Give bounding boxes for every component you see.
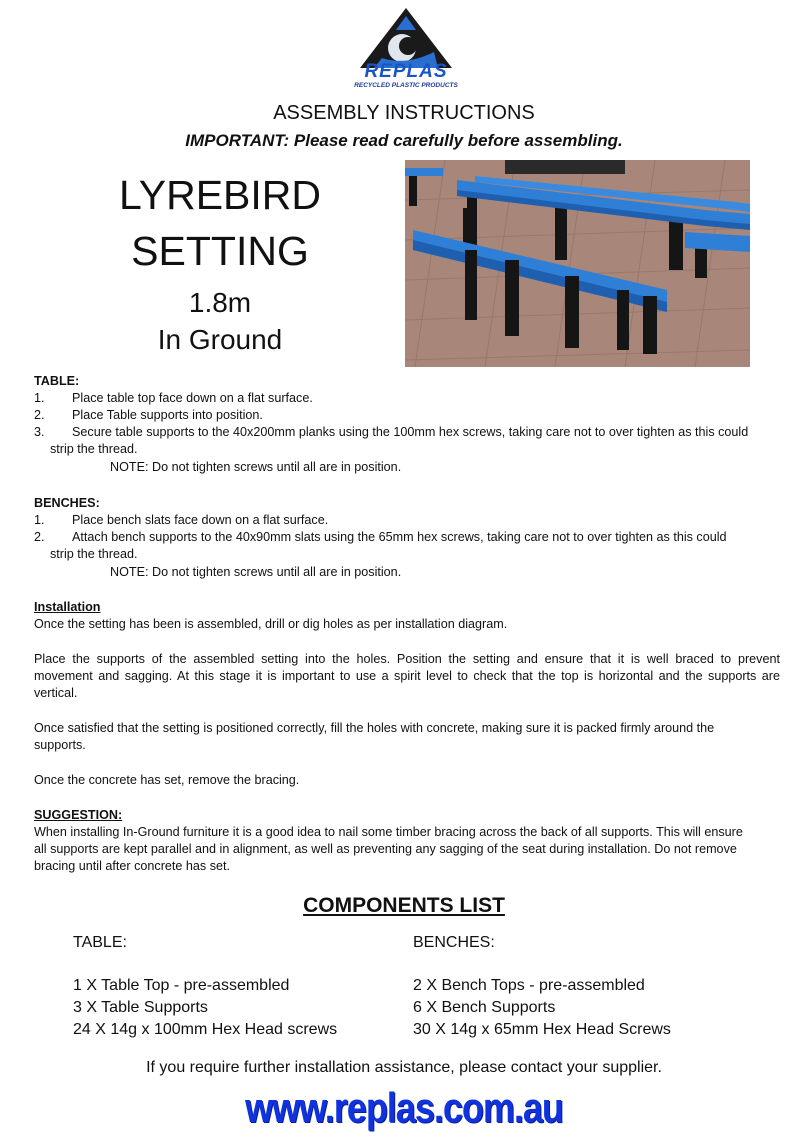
installation-paragraph: Once satisfied that the setting is positioned correctly, fill the holes with concrete, making sure it is packed firmly around the — [34, 721, 715, 735]
component-item: 30 X 14g x 65mm Hex Head Screws — [413, 1021, 671, 1038]
installation-paragraph: Once the concrete has set, remove the bracing. — [34, 773, 300, 787]
logo-tagline: RECYCLED PLASTIC PRODUCTS — [354, 82, 458, 89]
important-notice: IMPORTANT: Please read carefully before assembling. — [185, 131, 623, 150]
components-benches-heading: BENCHES: — [413, 934, 495, 951]
components-list-title: COMPONENTS LIST — [303, 894, 505, 917]
table-step-text-continued: strip the thread. — [50, 442, 138, 456]
component-item: 24 X 14g x 100mm Hex Head screws — [73, 1021, 338, 1038]
table-step-number: 2. — [34, 408, 45, 422]
bench-step-number: 1. — [34, 513, 45, 527]
document-title: ASSEMBLY INSTRUCTIONS — [273, 102, 535, 124]
bench-step-text-continued: strip the thread. — [50, 547, 138, 561]
installation-paragraph: Once the setting has been is assembled, drill or dig holes as per installation diagram. — [34, 617, 508, 631]
product-name-line2: SETTING — [131, 228, 309, 274]
suggestion-text: all supports are kept parallel and in alignment, as well as preventing any sagging of the seat during installation. Do not remove — [34, 842, 737, 856]
table-step-text: Secure table supports to the 40x200mm planks using the 100mm hex screws, taking care not to over tighten as this could — [72, 425, 749, 439]
product-size: 1.8m — [188, 287, 252, 318]
components-table-heading: TABLE: — [73, 934, 127, 951]
component-item: 3 X Table Supports — [73, 999, 208, 1016]
suggestion-text: bracing until after concrete has set. — [34, 859, 231, 873]
installation-paragraph: Place the supports of the assembled setting into the holes. Position the setting and ensure that it is well braced to prevent — [34, 652, 780, 666]
suggestion-heading: SUGGESTION: — [34, 808, 123, 822]
table-step-number: 3. — [34, 425, 45, 439]
website-link[interactable]: www.replas.com.au — [245, 1083, 563, 1131]
table-note: NOTE: Do not tighten screws until all are in position. — [110, 460, 402, 474]
product-name-line1: LYREBIRD — [118, 172, 322, 218]
installation-heading: Installation — [34, 600, 101, 614]
bench-step-text: Attach bench supports to the 40x90mm slats using the 65mm hex screws, taking care not to over tighten as this could — [72, 530, 727, 544]
support-contact-note: If you require further installation assistance, please contact your supplier. — [146, 1059, 662, 1076]
table-step-text: Place table top face down on a flat surface. — [72, 391, 313, 405]
bench-step-number: 2. — [34, 530, 45, 544]
installation-paragraph: supports. — [34, 738, 86, 752]
table-section-label: TABLE: — [34, 374, 80, 388]
installation-paragraph: movement and sagging. At this stage it is important to use a spirit level to check that the top is horizontal and the supports are — [34, 669, 780, 683]
installation-paragraph: vertical. — [34, 686, 78, 700]
component-item: 1 X Table Top - pre-assembled — [73, 977, 290, 994]
component-item: 2 X Bench Tops - pre-assembled — [413, 977, 645, 994]
logo-brand: REPLAS — [364, 61, 448, 82]
bench-step-text: Place bench slats face down on a flat surface. — [72, 513, 329, 527]
benches-section-label: BENCHES: — [34, 496, 100, 510]
bench-note: NOTE: Do not tighten screws until all are in position. — [110, 565, 402, 579]
table-step-text: Place Table supports into position. — [72, 408, 263, 422]
component-item: 6 X Bench Supports — [413, 999, 556, 1016]
product-type: In Ground — [157, 324, 283, 355]
suggestion-text: When installing In-Ground furniture it is a good idea to nail some timber bracing across the back of all supports. This will ensure — [34, 825, 743, 839]
product-photo — [405, 160, 750, 367]
table-step-number: 1. — [34, 391, 45, 405]
